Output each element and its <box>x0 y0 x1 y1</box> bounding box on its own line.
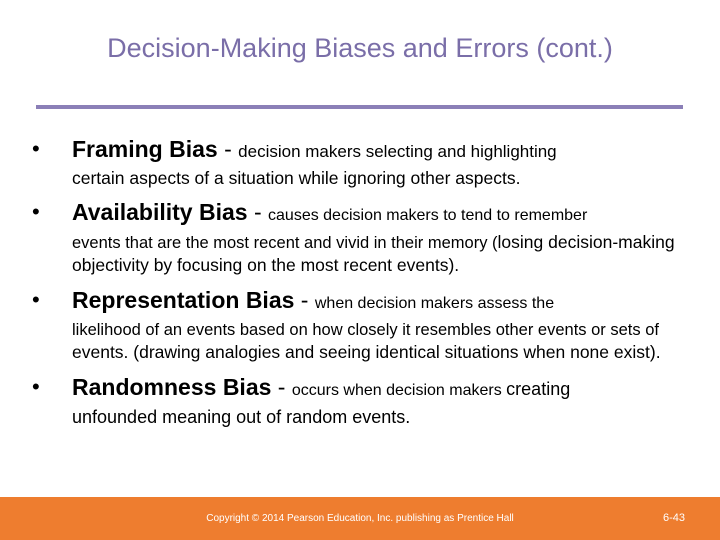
bullet-text-part: events. (drawing analogies and seeing identical situations when none exist). <box>72 342 661 362</box>
bullet-representation-bias <box>32 285 682 364</box>
bullet-text: occurs when decision makers <box>291 382 507 399</box>
bullet-text: creating <box>506 379 571 399</box>
bullet-availability-bias <box>32 197 682 277</box>
footer-bar <box>0 497 720 540</box>
bullet-separator: - <box>271 374 292 400</box>
bullet-text-continued <box>72 231 682 277</box>
bullet-term: Framing Bias <box>72 136 218 162</box>
bullet-term: Randomness Bias <box>72 374 272 400</box>
slide-title: Decision-Making Biases and Errors (cont.) <box>107 33 613 63</box>
title-divider <box>36 105 683 109</box>
bullet-dot-icon: • <box>32 199 40 224</box>
bullet-text-continued: unfounded meaning out of random events. <box>72 407 411 427</box>
bullet-term: Representation Bias <box>72 287 295 313</box>
bullet-separator: - <box>217 136 239 162</box>
bullet-separator: - <box>247 199 269 225</box>
bullet-text: decision makers selecting and highlighting <box>238 142 557 161</box>
bullet-text: causes decision makers to tend to remember <box>268 207 588 224</box>
bullet-dot-icon: • <box>32 136 40 161</box>
bullet-list <box>32 134 682 428</box>
page-number: 6-43 <box>662 512 685 524</box>
bullet-term: Availability Bias <box>72 199 248 225</box>
bullet-text-part: events that are the most recent and vivid in their memory ( <box>72 234 498 252</box>
bullet-dot-icon: • <box>32 287 40 312</box>
bullet-text: when decision makers assess the <box>314 295 555 312</box>
copyright-text: Copyright © 2014 Pearson Education, Inc. publishing as Prentice Hall <box>206 513 514 524</box>
bullet-separator: - <box>294 287 315 313</box>
bullet-text-part: likelihood of an events based on how closely it resembles other events or sets of <box>72 321 659 339</box>
bullet-text-continued: certain aspects of a situation while ignoring other aspects. <box>72 168 521 188</box>
bullet-randomness-bias <box>32 372 682 428</box>
bullet-text-part: losing decision-making objectivity by focusing on the most recent events). <box>72 232 675 275</box>
bullet-framing-bias <box>32 134 682 189</box>
bullet-text-continued <box>72 319 682 364</box>
bullet-dot-icon: • <box>32 374 40 399</box>
